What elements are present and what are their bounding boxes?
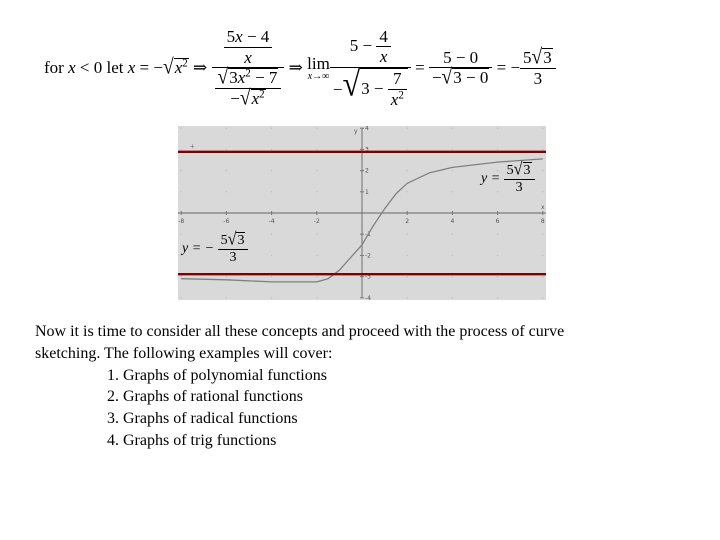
fraction-denominator: 3 bbox=[515, 180, 523, 196]
fraction-denominator bbox=[212, 66, 285, 111]
grid-dot bbox=[407, 276, 408, 277]
grid-dot bbox=[542, 255, 543, 256]
fraction-denominator bbox=[388, 90, 407, 110]
five-minus: 5 − bbox=[349, 35, 373, 55]
inner-fraction bbox=[388, 69, 407, 109]
x-tick-label: -6 bbox=[223, 218, 230, 225]
sqrt-three bbox=[514, 162, 532, 178]
radicand bbox=[360, 68, 408, 109]
minus-sign: − bbox=[230, 89, 240, 109]
grid-dot bbox=[316, 149, 317, 150]
grid-dot bbox=[181, 170, 182, 171]
radical-icon: √ bbox=[239, 86, 251, 111]
radicand: 3 − 0 bbox=[453, 68, 489, 88]
grid-dot bbox=[271, 191, 272, 192]
x-tick-label: -4 bbox=[268, 218, 275, 225]
inner-fraction bbox=[215, 66, 282, 111]
grid-dot bbox=[226, 149, 227, 150]
grid-dot bbox=[271, 297, 272, 298]
fraction-denominator bbox=[429, 68, 492, 88]
list-item: 2. Graphs of rational functions bbox=[107, 388, 303, 405]
y-tick-label: 3 bbox=[365, 146, 369, 154]
var-x: x bbox=[251, 89, 260, 109]
radical-icon: √ bbox=[227, 230, 237, 249]
inner-fraction bbox=[224, 27, 273, 67]
equals-minus: = − bbox=[135, 58, 163, 77]
exponent: 2 bbox=[259, 88, 265, 101]
y-tick-label: -1 bbox=[365, 231, 371, 239]
grid-dot bbox=[497, 255, 498, 256]
var-x: x bbox=[174, 58, 183, 77]
radical-icon: √ bbox=[513, 160, 523, 179]
limit-subscript: x→∞ bbox=[307, 70, 330, 82]
coef: 5 bbox=[226, 27, 236, 47]
list-item: 3. Graphs of radical functions bbox=[107, 410, 298, 427]
sqrt-three bbox=[531, 45, 553, 69]
fraction-numerator: 4 bbox=[379, 26, 388, 46]
const: − 4 bbox=[242, 27, 270, 47]
graph-canvas bbox=[178, 126, 546, 300]
grid-dot bbox=[542, 149, 543, 150]
grid-dot bbox=[497, 297, 498, 298]
less-than-zero: < 0 bbox=[75, 58, 107, 77]
grid-dot bbox=[542, 128, 543, 129]
y-tick-label: -4 bbox=[365, 294, 371, 300]
grid-dot bbox=[271, 149, 272, 150]
grid-dot bbox=[407, 234, 408, 235]
x-tick-label: -2 bbox=[313, 218, 320, 225]
grid-dot bbox=[497, 276, 498, 277]
condition-text bbox=[44, 55, 189, 80]
grid-dot bbox=[452, 149, 453, 150]
fraction-denominator bbox=[227, 86, 268, 111]
grid-dot bbox=[181, 297, 182, 298]
y-tick-label: 1 bbox=[365, 188, 369, 196]
fraction-numerator bbox=[221, 27, 276, 67]
fraction-numerator bbox=[215, 68, 282, 88]
fraction-numerator: 7 bbox=[393, 69, 402, 88]
grid-dot bbox=[407, 149, 408, 150]
x-tick-label: 2 bbox=[405, 218, 410, 225]
fraction-numerator bbox=[347, 27, 394, 67]
grid-dot bbox=[407, 191, 408, 192]
intro-paragraph-line-1: Now it is time to consider all these concepts and proceed with the process of curve bbox=[35, 323, 565, 340]
var-x: x bbox=[237, 68, 246, 88]
radical-icon: √ bbox=[531, 45, 543, 69]
fraction-denominator: 3 bbox=[229, 250, 237, 266]
exponent: 2 bbox=[182, 57, 188, 70]
fraction-numerator bbox=[218, 232, 249, 249]
y-equals: y = bbox=[481, 171, 501, 187]
grid-dot bbox=[226, 276, 227, 277]
radicand bbox=[174, 58, 189, 78]
grid-dot bbox=[542, 297, 543, 298]
coef: 5 bbox=[220, 233, 228, 248]
coef: 3 bbox=[229, 68, 238, 88]
radical-icon: √ bbox=[342, 63, 361, 104]
grid-dot bbox=[226, 297, 227, 298]
grid-dot bbox=[316, 191, 317, 192]
fraction-numerator: 5 − 0 bbox=[443, 47, 479, 67]
grid-dot bbox=[452, 191, 453, 192]
coef: 5 bbox=[523, 47, 532, 67]
fraction-step3 bbox=[429, 48, 492, 88]
y-tick-label: 2 bbox=[365, 167, 369, 175]
result-fraction bbox=[520, 45, 556, 88]
y-equals-minus: y = − bbox=[182, 241, 215, 257]
y-tick-label: 4 bbox=[365, 126, 369, 133]
list-item: 4. Graphs of trig functions bbox=[107, 432, 277, 449]
sqrt-x-squared bbox=[162, 55, 189, 80]
grid-dot bbox=[181, 128, 182, 129]
compound-fraction-step1 bbox=[212, 27, 285, 111]
grid-dot bbox=[452, 276, 453, 277]
limit-operator bbox=[307, 55, 330, 82]
fraction-denominator: x bbox=[379, 47, 388, 67]
let-word: let bbox=[106, 58, 128, 77]
sqrt-three bbox=[228, 232, 246, 248]
grid-dot bbox=[271, 128, 272, 129]
derivation-equation bbox=[44, 12, 556, 124]
inner-fraction bbox=[376, 27, 391, 67]
var-x: x bbox=[235, 27, 243, 47]
grid-dot bbox=[542, 276, 543, 277]
fraction-denominator: x bbox=[244, 47, 252, 67]
radicand bbox=[228, 68, 278, 88]
grid-dot bbox=[497, 234, 498, 235]
var-x: x bbox=[390, 89, 399, 109]
for-word: for bbox=[44, 58, 69, 77]
three-minus: 3 − bbox=[361, 78, 384, 98]
grid-dot bbox=[497, 149, 498, 150]
function-graph bbox=[178, 126, 546, 300]
grid-dot bbox=[407, 128, 408, 129]
grid-dot bbox=[452, 170, 453, 171]
fraction-denominator: 3 bbox=[533, 68, 543, 88]
fraction-numerator bbox=[224, 27, 273, 47]
fraction-denominator bbox=[330, 63, 411, 109]
var-x: x bbox=[68, 58, 76, 77]
grid-dot bbox=[316, 276, 317, 277]
sqrt-expression bbox=[442, 68, 490, 88]
grid-dot bbox=[181, 276, 182, 277]
grid-dot bbox=[226, 170, 227, 171]
radical-icon: √ bbox=[441, 66, 453, 90]
grid-dot bbox=[316, 255, 317, 256]
grid-dot bbox=[271, 255, 272, 256]
fraction-numerator bbox=[504, 162, 535, 179]
radicand: 3 bbox=[543, 47, 552, 67]
y-tick-label: -2 bbox=[365, 252, 371, 260]
equals-minus: = − bbox=[496, 58, 521, 77]
grid-dot bbox=[181, 149, 182, 150]
upper-asymptote-label bbox=[481, 162, 535, 196]
list-item: 1. Graphs of polynomial functions bbox=[107, 367, 327, 384]
grid-dot bbox=[271, 170, 272, 171]
exponent: 2 bbox=[398, 88, 404, 101]
grid-dot bbox=[542, 234, 543, 235]
x-tick-label: 4 bbox=[450, 218, 455, 225]
grid-dot bbox=[497, 128, 498, 129]
grid-dot bbox=[452, 297, 453, 298]
radicand: 3 bbox=[237, 233, 245, 248]
minus-sign: − bbox=[332, 80, 343, 99]
lower-asymptote-label bbox=[182, 232, 248, 266]
grid-dot bbox=[271, 276, 272, 277]
radical-icon: √ bbox=[217, 66, 229, 90]
y-axis-label: y bbox=[354, 128, 358, 135]
equals-sign: = bbox=[415, 58, 425, 77]
grid-dot bbox=[316, 297, 317, 298]
x-tick-label: 6 bbox=[495, 218, 500, 225]
grid-dot bbox=[316, 170, 317, 171]
grid-dot bbox=[407, 297, 408, 298]
grid-dot bbox=[226, 191, 227, 192]
minus-sign: − bbox=[431, 68, 442, 88]
grid-dot bbox=[226, 128, 227, 129]
sqrt-x-squared bbox=[239, 86, 266, 111]
implies-arrow-icon: ⇒ bbox=[193, 58, 208, 77]
grid-dot bbox=[452, 255, 453, 256]
var-x: x bbox=[127, 58, 136, 77]
grid-dot bbox=[452, 234, 453, 235]
const: − 7 bbox=[250, 68, 278, 88]
grid-dot bbox=[271, 234, 272, 235]
sqrt-expression bbox=[342, 63, 407, 109]
limit-fraction-step2 bbox=[330, 27, 411, 109]
intro-paragraph-line-2: sketching. The following examples will cover: bbox=[35, 345, 333, 362]
x-tick-label: 8 bbox=[540, 218, 545, 225]
plus-marker-icon: + bbox=[190, 142, 195, 151]
grid-dot bbox=[542, 191, 543, 192]
grid-dot bbox=[316, 234, 317, 235]
grid-dot bbox=[452, 128, 453, 129]
grid-dot bbox=[316, 128, 317, 129]
radicand: 3 bbox=[523, 163, 531, 178]
grid-dot bbox=[542, 170, 543, 171]
exponent: 2 bbox=[245, 67, 251, 80]
implies-arrow-icon: ⇒ bbox=[288, 58, 303, 77]
sqrt-expression bbox=[218, 68, 279, 88]
x-axis-label: x bbox=[541, 204, 545, 211]
grid-dot bbox=[181, 191, 182, 192]
coef: 5 bbox=[506, 163, 514, 178]
fraction-numerator bbox=[520, 45, 556, 69]
label-fraction bbox=[218, 232, 249, 266]
radical-icon: √ bbox=[162, 55, 174, 80]
x-tick-label: -8 bbox=[178, 218, 185, 225]
label-fraction bbox=[504, 162, 535, 196]
radicand bbox=[251, 89, 266, 109]
lim-word: lim bbox=[307, 53, 330, 73]
grid-dot bbox=[407, 170, 408, 171]
grid-dot bbox=[407, 255, 408, 256]
y-tick-label: -3 bbox=[365, 273, 371, 281]
